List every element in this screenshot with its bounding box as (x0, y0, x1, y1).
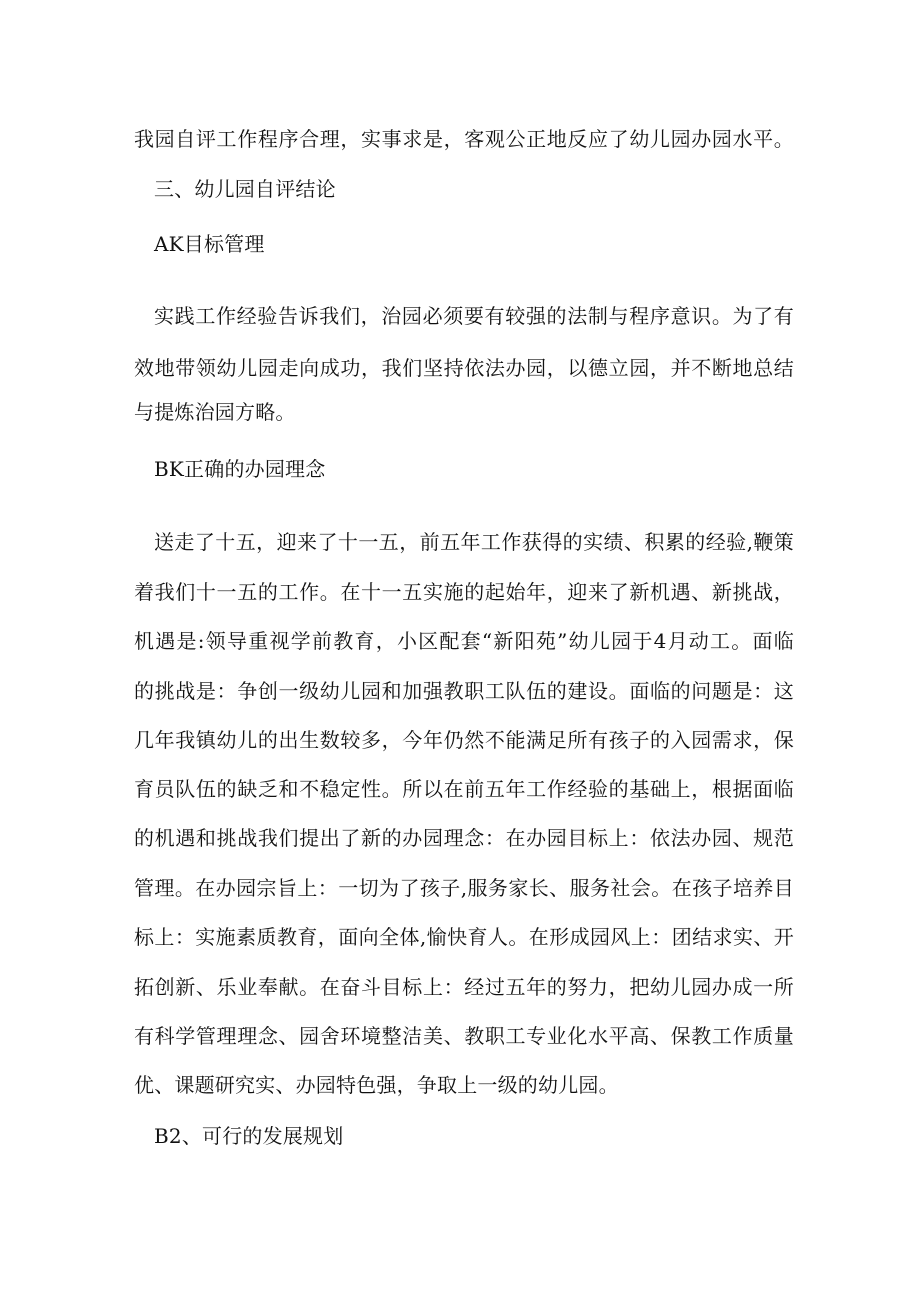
paragraph-line-15: 有科学管理理念、园舍环境整洁美、教职工专业化水平高、保教工作质量 (134, 1024, 794, 1048)
paragraph-line-12: 管理。在办园宗旨上：一切为了孩子,服务家长、服务社会。在孩子培养目 (134, 876, 794, 900)
subheading-b2: B2、可行的发展规划 (154, 1124, 344, 1148)
paragraph-line-5: 送走了十五，迎来了十一五，前五年工作获得的实绩、积累的经验,鞭策 (154, 530, 794, 554)
paragraph-line-8: 的挑战是：争创一级幼儿园和加强教职工队伍的建设。面临的问题是：这 (134, 679, 794, 703)
paragraph-line-11: 的机遇和挑战我们提出了新的办园理念：在办园目标上：依法办园、规范 (134, 826, 794, 850)
section-heading-3: 三、幼儿园自评结论 (154, 177, 336, 201)
paragraph-line-4: 与提炼治园方略。 (134, 400, 296, 424)
paragraph-line-1: 我园自评工作程序合理，实事求是，客观公正地反应了幼儿园办园水平。 (134, 127, 794, 151)
paragraph-line-2: 实践工作经验告诉我们，治园必须要有较强的法制与程序意识。为了有 (154, 304, 794, 328)
subheading-ak: AK目标管理 (154, 232, 265, 256)
subheading-bk: BK正确的办园理念 (154, 457, 326, 481)
paragraph-line-16: 优、课题研究实、办园特色强，争取上一级的幼儿园。 (134, 1073, 619, 1097)
paragraph-line-9: 几年我镇幼儿的出生数较多，今年仍然不能满足所有孩子的入园需求，保 (134, 728, 794, 752)
paragraph-line-10: 育员队伍的缺乏和不稳定性。所以在前五年工作经验的基础上，根据面临 (134, 777, 794, 801)
paragraph-line-14: 拓创新、乐业奉献。在奋斗目标上：经过五年的努力，把幼儿园办成一所 (134, 975, 794, 999)
paragraph-line-3: 效地带领幼儿园走向成功，我们坚持依法办园，以德立园，并不断地总结 (134, 356, 794, 380)
paragraph-line-13: 标上：实施素质教育，面向全体,愉快育人。在形成园风上：团结求实、开 (134, 925, 794, 949)
paragraph-line-6: 着我们十一五的工作。在十一五实施的起始年，迎来了新机遇、新挑战， (134, 580, 794, 604)
paragraph-line-7: 机遇是:领导重视学前教育，小区配套“新阳苑”幼儿园于4月动工。面临 (134, 629, 794, 653)
